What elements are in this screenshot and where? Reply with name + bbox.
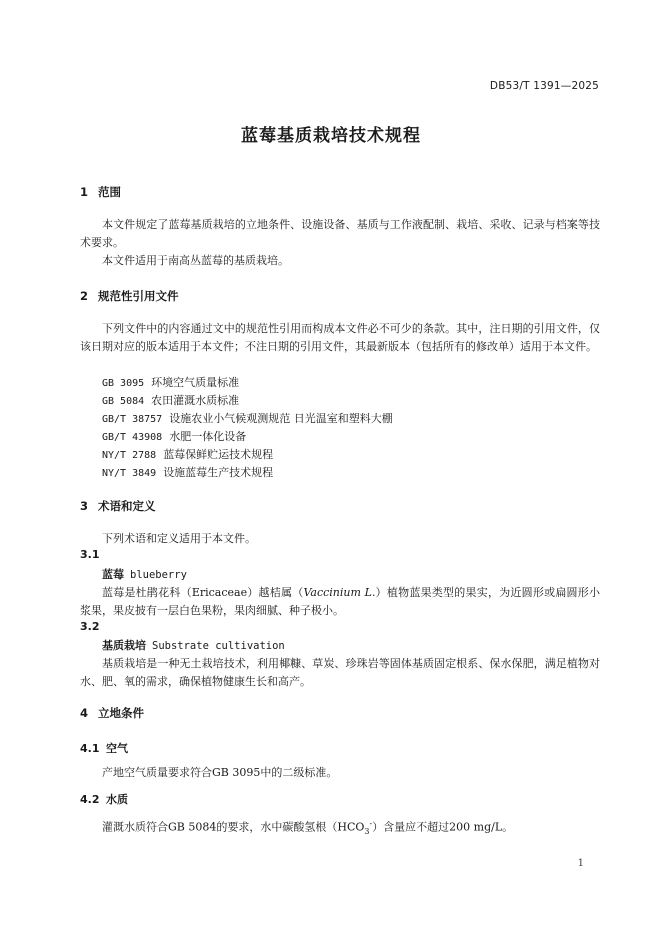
document-code: DB53/T 1391—2025	[489, 80, 599, 92]
section-title: 规范性引用文件	[98, 289, 179, 303]
term-chinese: 基质栽培	[102, 639, 146, 652]
term-definition: 基质栽培是一种无土栽培技术，利用椰糠、草炭、珍珠岩等固体基质固定根系、保水保肥，满足植物对水、肥、氧的需求，确保植物健康生长和高产。	[80, 657, 600, 688]
term-title	[102, 637, 285, 653]
reference-item	[102, 428, 246, 447]
term-title	[102, 566, 187, 582]
section-number: 4	[80, 706, 89, 720]
section-heading	[80, 705, 144, 721]
paragraph: 下列术语和定义适用于本文件。	[102, 532, 256, 545]
reference-code: GB 3095	[102, 378, 145, 389]
reference-item	[102, 374, 239, 393]
term-number: 3.2	[80, 620, 100, 633]
section-title: 术语和定义	[98, 499, 156, 513]
section-title: 范围	[98, 185, 121, 199]
section-title: 立地条件	[98, 706, 144, 720]
section-number: 3	[80, 499, 89, 513]
section-number: 2	[80, 289, 89, 303]
section-heading	[80, 288, 179, 304]
subsection-title: 水质	[106, 793, 128, 806]
reference-name: 蓝莓保鲜贮运技术规程	[163, 448, 274, 461]
term-english: Substrate cultivation	[152, 640, 285, 652]
subsection-number: 4.1	[80, 742, 100, 755]
paragraph: 产地空气质量要求符合GB 3095中的二级标准。	[102, 766, 338, 779]
section-number: 1	[80, 185, 89, 199]
reference-name: 水肥一体化设备	[169, 430, 247, 443]
reference-code: NY/T 3849	[102, 468, 157, 479]
paragraph: 本文件规定了蓝莓基质栽培的立地条件、设施设备、基质与工作液配制、栽培、采收、记录与档案等技术要求。	[80, 218, 600, 249]
section-heading	[80, 498, 156, 514]
reference-name: 设施农业小气候观测规范 日光温室和塑料大棚	[169, 412, 393, 425]
section-heading	[80, 184, 121, 200]
subsection-number: 4.2	[80, 793, 100, 806]
reference-item	[102, 446, 273, 465]
reference-name: 环境空气质量标准	[151, 376, 240, 389]
paragraph: 本文件适用于南高丛蓝莓的基质栽培。	[102, 254, 289, 267]
term-number: 3.1	[80, 548, 100, 561]
term-definition: 蓝莓是杜鹃花科（Ericaceae）越桔属（Vaccinium L.）植物蓝果类型的果实，为近圆形或扁圆形小浆果，果皮披有一层白色果粉，果肉细腻、种子极小。	[80, 586, 601, 617]
document-title: 蓝莓基质栽培技术规程	[241, 126, 421, 146]
reference-code: GB/T 38757	[102, 414, 163, 425]
reference-name: 农田灌溉水质标准	[151, 394, 240, 407]
reference-item	[102, 410, 393, 429]
paragraph: 灌溉水质符合GB 5084的要求，水中碳酸氢根$(HCO_3^-)$含量应不超过200 mg/L。	[102, 819, 514, 836]
page-number: 1	[577, 858, 584, 869]
subsection-heading	[80, 791, 128, 807]
reference-name: 设施蓝莓生产技术规程	[163, 466, 274, 479]
paragraph: 下列文件中的内容通过文中的规范性引用而构成本文件必不可少的条款。其中，注日期的引用文件，仅该日期对应的版本适用于本文件；不注日期的引用文件，其最新版本（包括所有的修改单）适用于本文件。	[80, 322, 600, 353]
reference-item	[102, 392, 239, 411]
term-english: blueberry	[130, 569, 187, 581]
latin-name: Vaccinium L.	[303, 586, 376, 599]
reference-code: NY/T 2788	[102, 450, 157, 461]
reference-item	[102, 464, 273, 483]
reference-code: GB 5084	[102, 396, 145, 407]
term-chinese: 蓝莓	[102, 568, 124, 581]
subsection-title: 空气	[106, 742, 128, 755]
reference-code: GB/T 43908	[102, 432, 163, 443]
subsection-heading	[80, 740, 128, 756]
